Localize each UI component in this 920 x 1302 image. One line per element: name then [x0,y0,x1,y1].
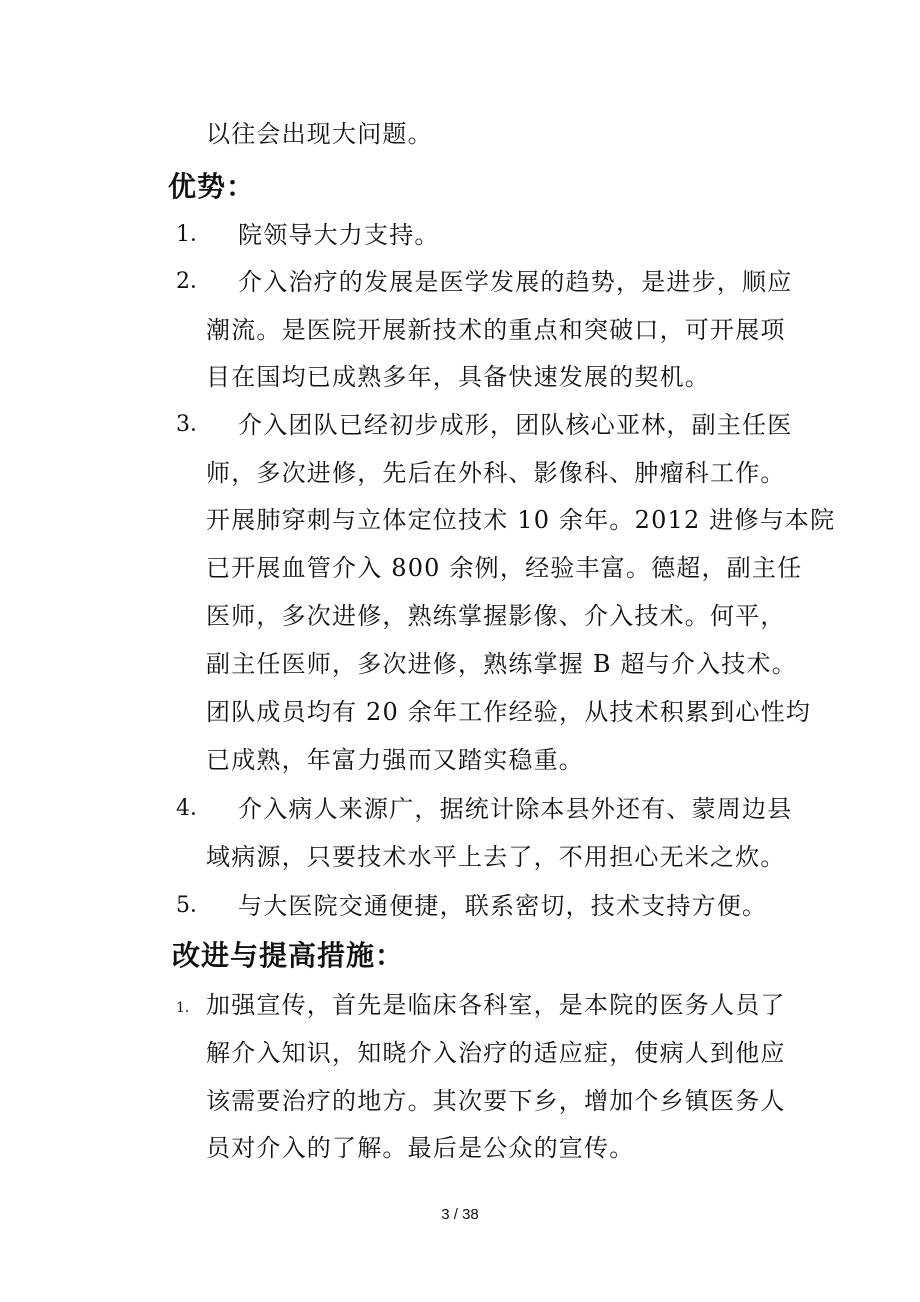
advantage-3-line-2: 师，多次进修，先后在外科、影像科、肿瘤科工作。 [206,459,786,487]
advantages-heading: 优势： [168,170,256,203]
advantage-3-line-8: 已成熟，年富力强而又踏实稳重。 [206,746,584,774]
continuation-line: 以往会出现大问题。 [206,120,433,148]
advantage-4-line-2: 域病源，只要技术水平上去了，不用担心无米之炊。 [206,843,786,871]
advantage-1-line-1: 院领导大力支持。 [238,221,440,249]
advantage-3-line-5: 医师，多次进修，熟练掌握影像、介入技术。何平， [206,602,786,630]
advantage-3-line-3: 开展肺穿刺与立体定位技术 10 余年。2012 进修与本院 [206,506,836,534]
advantage-3-line-6: 副主任医师，多次进修，熟练掌握 B 超与介入技术。 [206,650,797,678]
advantage-2-number: 2． [176,269,212,294]
improvements-heading: 改进与提高措施： [172,939,405,972]
advantage-3-line-1: 介入团队已经初步成形，团队核心亚林，副主任医 [238,411,793,439]
advantage-2-line-2: 潮流。是医院开展新技术的重点和突破口，可开展项 [206,316,786,344]
advantage-5-number: 5． [176,893,212,918]
improvement-1-line-1: 加强宣传，首先是临床各科室，是本院的医务人员了 [206,991,786,1019]
advantage-2-line-1: 介入治疗的发展是医学发展的趋势，是进步，顺应 [238,268,793,296]
advantage-1-number: 1． [176,222,212,247]
advantage-2-line-3: 目在国均已成熟多年，具备快速发展的契机。 [206,363,710,391]
advantage-5-line-1: 与大医院交通便捷，联系密切，技术支持方便。 [238,892,768,920]
advantage-4-number: 4． [176,796,212,821]
advantage-3-number: 3． [176,412,212,437]
advantage-4-line-1: 介入病人来源广，据统计除本县外还有、蒙周边县 [238,795,793,823]
page-number: 3 / 38 [441,1206,479,1223]
advantage-3-line-4: 已开展血管介入 800 余例，经验丰富。德超，副主任 [206,554,803,582]
improvement-1-line-4: 员对介入的了解。最后是公众的宣传。 [206,1134,635,1162]
advantage-3-line-7: 团队成员均有 20 余年工作经验，从技术积累到心性均 [206,698,811,726]
improvement-1-line-3: 该需要治疗的地方。其次要下乡，增加个乡镇医务人 [206,1087,786,1115]
improvement-1-number: 1． [176,1000,199,1016]
improvement-1-line-2: 解介入知识，知晓介入治疗的适应症，使病人到他应 [206,1039,786,1067]
